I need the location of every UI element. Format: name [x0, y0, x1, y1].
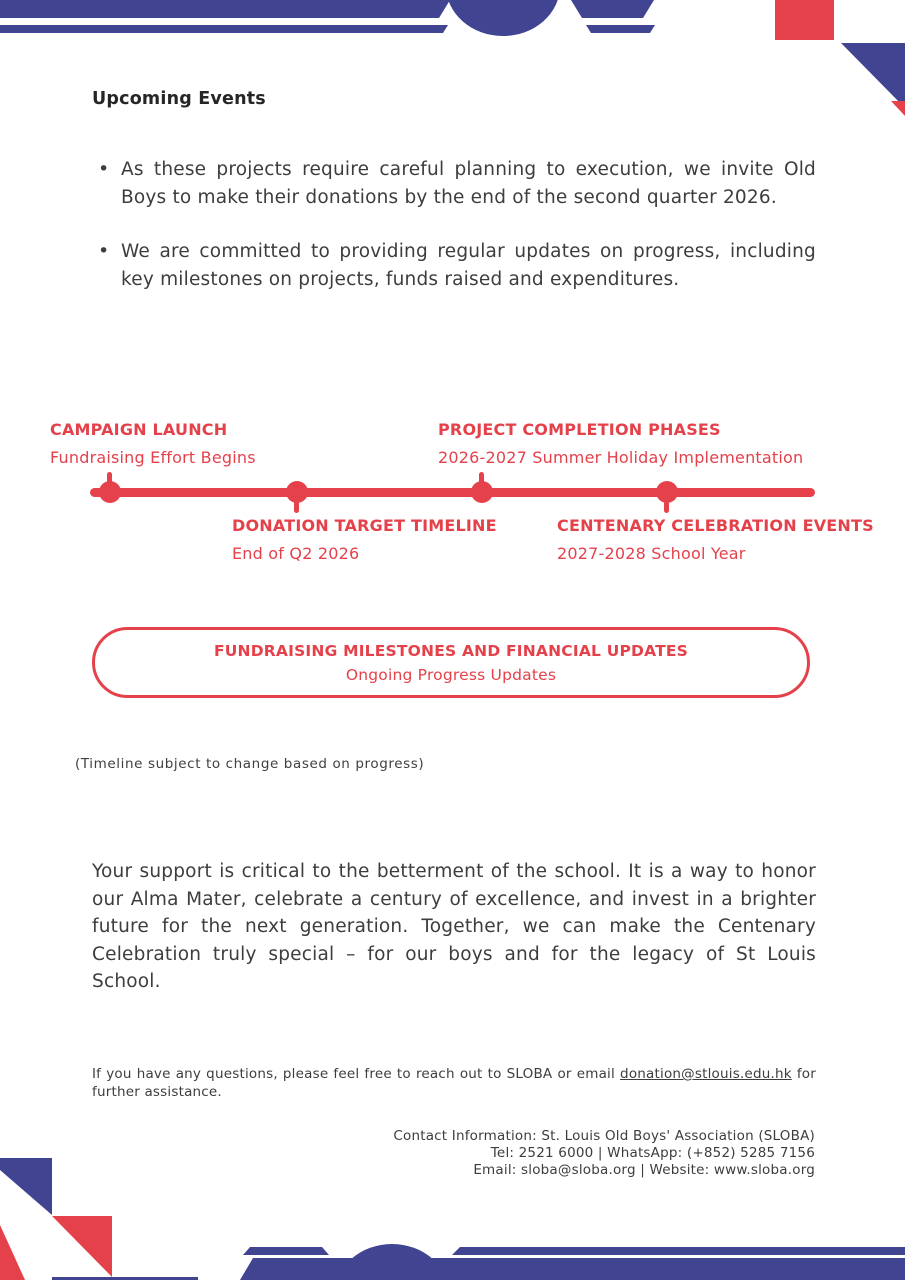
timeline-dot — [286, 481, 308, 503]
milestone-title: PROJECT COMPLETION PHASES — [438, 420, 721, 439]
milestone-title: CAMPAIGN LAUNCH — [50, 420, 228, 439]
timeline-dot — [99, 481, 121, 503]
milestone-subtitle: 2027-2028 School Year — [557, 544, 746, 563]
page-title: Upcoming Events — [92, 89, 266, 109]
timeline-dot — [656, 481, 678, 503]
assistance-text-before: If you have any questions, please feel free to reach out to SLOBA or email — [92, 1066, 615, 1082]
timeline-milestone-project-completion — [438, 420, 803, 467]
banner-title: FUNDRAISING MILESTONES AND FINANCIAL UPDATES — [213, 642, 689, 660]
timeline-dot — [471, 481, 493, 503]
timeline-disclaimer: (Timeline subject to change based on progress) — [75, 756, 425, 772]
contact-info-block — [215, 1128, 815, 1179]
milestone-subtitle: 2026-2027 Summer Holiday Implementation — [438, 448, 804, 467]
assistance-text-after: for further assistance. — [92, 1066, 816, 1100]
timeline-milestone-donation-target — [232, 516, 497, 563]
assistance-note — [92, 1066, 816, 1101]
timeline-milestone-campaign-launch — [50, 420, 256, 467]
closing-paragraph: Your support is critical to the betterment of the school. It is a way to honor our Alma Mater, celebrate a century of excellence, and invest in a brighter future for the next generation. Together, we can make the Centenary Celebration truly special – for our boys and for the legacy of St Louis School. — [92, 861, 816, 992]
contact-line-association: Contact Information: St. Louis Old Boys' Association (SLOBA) — [393, 1128, 815, 1144]
timeline-milestone-centenary-events — [557, 516, 874, 563]
donation-email-link[interactable]: donation@stlouis.edu.hk — [620, 1066, 792, 1082]
contact-line-email-website: Email: sloba@sloba.org | Website: www.sloba.org — [473, 1162, 815, 1178]
list-item: • We are committed to providing regular updates on progress, including key milestones on projects, funds raised and expenditures. — [92, 238, 816, 294]
milestone-title: DONATION TARGET TIMELINE — [232, 516, 497, 535]
timeline-line — [90, 488, 815, 497]
bullet-list — [92, 156, 816, 320]
banner-subtitle: Ongoing Progress Updates — [345, 666, 557, 684]
milestone-subtitle: Fundraising Effort Begins — [50, 448, 256, 467]
list-item: • As these projects require careful planning to execution, we invite Old Boys to make their donations by the end of the second quarter 2026. — [92, 156, 816, 212]
milestone-subtitle: End of Q2 2026 — [232, 544, 360, 563]
fundraising-banner — [92, 627, 810, 698]
contact-line-phone: Tel: 2521 6000 | WhatsApp: (+852) 5285 7156 — [490, 1145, 815, 1161]
milestone-title: CENTENARY CELEBRATION EVENTS — [557, 516, 874, 535]
